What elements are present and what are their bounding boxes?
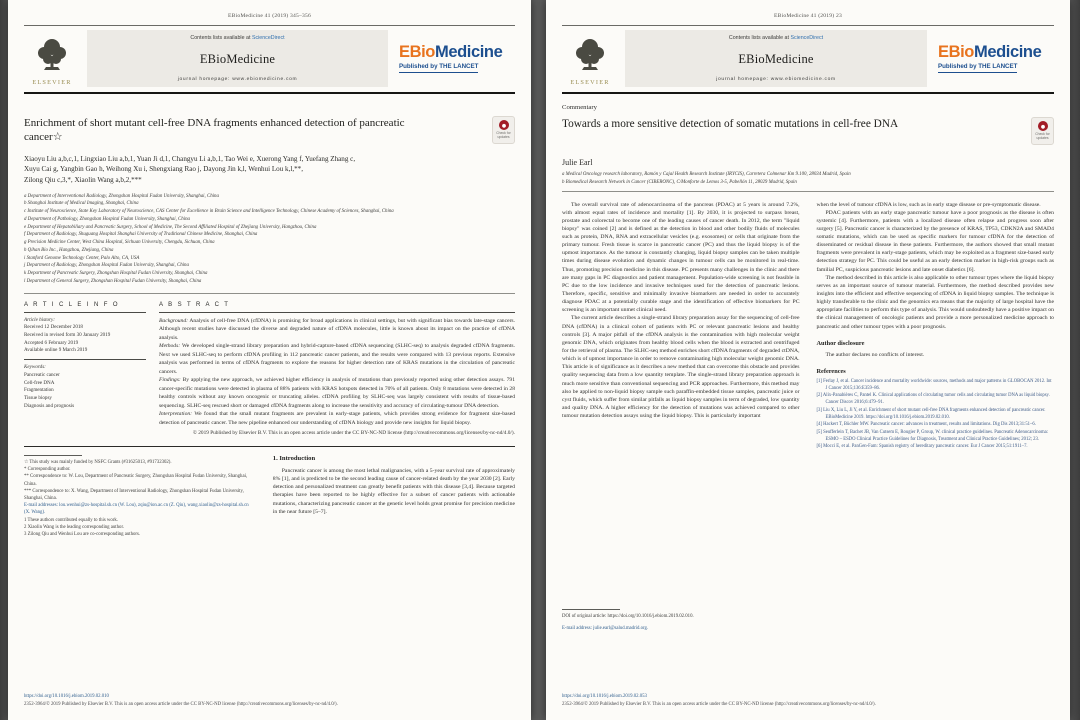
abstract-heading: A B S T R A C T: [159, 301, 230, 308]
author-email-note[interactable]: E-mail address: julie.earl@salud.madrid.org.: [562, 625, 649, 631]
introduction-column: [273, 455, 515, 538]
check-for-updates-icon: [1038, 121, 1048, 131]
affiliation-item: b Shanghai Institute of Medical Imaging, Shanghai, China: [24, 201, 139, 207]
keyword-item: Tissue biopsy: [24, 395, 52, 402]
elsevier-logo: [562, 30, 618, 87]
check-for-updates-badge[interactable]: [1031, 117, 1054, 145]
page-footer: [24, 693, 515, 720]
references-heading: References: [816, 367, 846, 375]
footnote-item: 1 These authors contributed equally to this work.: [24, 517, 118, 523]
abstract-column: [159, 302, 515, 437]
keyword-item: Cell-free DNA: [24, 379, 55, 386]
body-divider-rule: [24, 446, 515, 447]
affiliations-list: [562, 171, 1054, 187]
logo-tagline: Published by THE LANCET: [399, 63, 478, 73]
article-history-label: Article history:: [24, 316, 55, 323]
check-for-updates-label: Check for updates: [496, 130, 511, 139]
journal-info-box: [625, 30, 927, 87]
affiliation-item: d Department of Pathology, Zhongshan Hospital Fudan University, Shanghai, China: [24, 216, 191, 222]
journal-citation: EBioMedicine 41 (2019) 23: [774, 13, 842, 19]
intro-paragraph: Pancreatic cancer is among the most lethal malignancies, with a 5-year survival rate of approximately 8% [1], and is predicted to be the second leading cause of cancer-related death by the year 2030 [2]. Early detection and personalized treatment can greatly benefit patients with this disease [3,4]. Because targeted therapies have been reported to be highly effective for a subset of cancer patients with actionable mutations, characterizing pancreatic cancer at the genetic level holds great promise for precision medicine in the near future [5–7].: [272, 468, 515, 515]
footnote-item: * Corresponding author.: [24, 467, 71, 473]
journal-citation: EBioMedicine 41 (2019) 345–356: [228, 13, 311, 19]
references-list: [817, 379, 1055, 452]
keyword-item: Diagnosis and prognosis: [24, 402, 75, 409]
header-top-rule: [562, 25, 1054, 26]
article-title: Enrichment of short mutant cell-free DNA fragments enhanced detection of pancreatic cancer☆: [24, 117, 405, 144]
footer-license: 2352-3964/© 2019 Published by Elsevier B.V. This is an open access article under the CC BY-NC-ND license (http://creativecommons.org/licenses/by-nc-nd/4.0/).: [24, 701, 338, 707]
homepage-line: journal homepage: www.ebiomedicine.com: [177, 77, 298, 82]
homepage-link[interactable]: www.ebiomedicine.com: [770, 77, 836, 82]
footnotes-column: [24, 455, 255, 538]
header-top-rule: [24, 25, 515, 26]
homepage-line: journal homepage: www.ebiomedicine.com: [716, 77, 836, 82]
author-disclosure-text: The author declares no conflicts of interest.: [825, 351, 925, 358]
body-column-left: [562, 201, 800, 633]
header-rule: [562, 92, 1054, 94]
footnote-email-addresses[interactable]: E-mail addresses: lou.wenhui@zs-hospital.sh.cn (W. Lou), zqiu@ion.ac.cn (Z. Qiu), wang.xiaolin@zs-hospital.sh.cn (X. Wang).: [24, 503, 249, 516]
affiliation-item: k Department of Pancreatic Surgery, Zhongshan Hospital Fudan University, Shanghai, China: [24, 271, 208, 277]
affiliation-item: e Department of Hepatobiliary and Pancreatic Surgery, School of Medicine, The Second Affiliated Hospital of Zhejiang University, Hangzhou, China: [24, 224, 317, 230]
journal-banner: [24, 30, 515, 87]
contents-line: Contents lists available at ScienceDirect: [190, 35, 285, 41]
section-label: Commentary: [562, 104, 597, 111]
footer-doi-link[interactable]: https://doi.org/10.1016/j.ebiom.2019.02.010: [24, 694, 109, 700]
logo-ebio-text: EBio: [399, 42, 435, 61]
elsevier-tree-icon: [574, 37, 606, 78]
logo-ebio-text: EBio: [938, 42, 974, 61]
doi-of-original-note[interactable]: DOI of original article: https://doi.org/10.1016/j.ebiom.2019.02.010.: [562, 614, 694, 620]
body-paragraph: PDAC patients with an early stage pancreatic tumour have a poor prognosis as the disease is often systemic [4]. Furthermore, patients with a localized disease often relapse and progress soon after surgery [5]. Pancreatic cancer is characterized by the presence of KRAS, TP53, CDKN2A and SMAD4 somatic mutations, which can be used as specific markers for tumour cfDNA for the detection of disseminated or residual disease in these patients. Furthermore, the authors showed that small mutant fragments were prevalent in early-stage patients, which may be exploited as a fragment size-based early detection strategy for PC. This could be useful as an early detection marker in high-risk groups such as familial PC, suspicious pancreatic lesions and late onset diabetics [6].: [816, 209, 1054, 273]
logo-medicine-text: Medicine: [973, 42, 1042, 61]
journal-name: EBioMedicine: [199, 51, 276, 66]
authors-line: Zilong Qiu c,3,*, Xiaolin Wang a,b,2,***: [24, 175, 142, 184]
history-item: Received in revised form 30 January 2019: [24, 331, 111, 338]
footer-doi-link[interactable]: https://doi.org/10.1016/j.ebiom.2019.02.053: [562, 694, 647, 700]
affiliations-list: [24, 193, 515, 286]
check-for-updates-label: Check for updates: [1035, 131, 1050, 140]
history-item: Received 12 December 2018: [24, 324, 83, 331]
left-article-page: [8, 0, 531, 720]
ebiomedicine-logo: [934, 30, 1054, 87]
body-paragraph: The current article describes a single-strand library preparation assay for the sequencing of cell-free DNA (cfDNA) in a clinical cohort of patients with PC or relevant pancreatic lesions and healthy controls [3]. A major pitfall of the cfDNA analysis is the contamination with high molecular weight genomic DNA, which originates from healthy blood cells when the blood is extracted and centrifuged for the retrieval of plasma. The SLHC-seq method enriches short cfDNA fragments of degraded ctDNA, which is of upmost importance in order to remove contaminating high molecular weight genomic DNA. This article is of significance as it describes a new method that can overcome this obstacle and provides quality sequencing data from a low quantity template. The single-strand library preparation approach is much more sensitive than conventional sequencing and PCR approaches. Furthermore, this method may also be applied to non-liquid biopsy sample such paraffin-embedded tissue samples, pancreatic juice or cyst fluids, which suffer from similar pitfalls as liquid biopsy samples in term of degraded, low quantity and quality DNA. A higher efficiency for the detection of mutations was achieved compared to other tumour mutation detection assays using the liquid biopsy. This is particularly important: [562, 315, 800, 420]
footnote-item: ☆ This study was mainly funded by NSFC Grants (#31625013, #91732302).: [24, 460, 172, 466]
affiliation-item: j Department of Radiology, Zhongshan Hospital Fudan University, Shanghai, China: [24, 263, 189, 269]
affiliation-item: f Department of Radiology, Shuguang Hospital Shanghai University of Traditional Chinese Medicine, Shanghai, China: [24, 232, 258, 238]
reference-item[interactable]: [1] Ferlay J, et al. Cancer incidence and mortality worldwide: sources, methods and major patterns in GLOBOCAN 2012. Int J Cancer 2015;136:E359–86.: [816, 378, 1052, 391]
reference-item[interactable]: [3] Liu X, Liu L, Ji Y, et al. Enrichment of short mutant cell-free DNA fragments enhanced detection of pancreatic cancer. EBioMedicine 2019. https://doi.org/10.1016/j.ebiom.2019.02.010.: [816, 407, 1046, 420]
article-title: Towards a more sensitive detection of somatic mutations in cell-free DNA: [562, 118, 899, 130]
article-info-column: [24, 302, 146, 437]
history-item: Accepted 6 February 2019: [24, 339, 79, 346]
affiliation-item: c Institute of Neuroscience, State Key Laboratory of Neuroscience, CAS Center for Excellence in Brain Science and Intelligence Technology, Chinese Academy of Sciences, Shanghai, China: [24, 209, 394, 215]
reference-item[interactable]: [2] Alix-Panabières C, Pantel K. Clinical applications of circulating tumor cells and circulating tumor DNA as liquid biopsy. Cancer Discov 2016;6:479–91.: [816, 393, 1050, 406]
body-paragraph: The method described in this article is also applicable to other tumour types where the liquid biopsy serves as an important source of tumour material. Furthermore, the method described provides new insights into the efficient and effective sequencing of cfDNA in liquid biopsy samples. The technique is highly transferable to the clinic and the genomics era means that the majority of large hospital have the appropriate facilities to perform this type of analysis. This would undoubtedly have a positive impact on the clinical management of oncologic patients and provide a more personalized medicine approach to pancreatic and other tumour types with a poor prognosis.: [816, 274, 1054, 330]
journal-info-box: [87, 30, 388, 87]
elsevier-tree-icon: [36, 37, 68, 78]
affiliation-item: i Stanford Genome Technology Center, Palo Alto, CA, USA: [24, 255, 140, 261]
affiliation-item: l Department of General Surgery, Zhongshan Hospital Fudan University, Shanghai, China: [24, 278, 202, 284]
elsevier-wordmark: ELSEVIER: [32, 79, 72, 86]
authors-line: Xuyu Cai g, Yangbin Gao h, Weihong Xu i, Shengxiang Rao j, Dayong Jin k,l, Wenhui Lou k,l,**,: [24, 165, 303, 174]
section-rule: [562, 191, 1054, 192]
affiliation-item: g Precision Medicine Center, West China Hospital, Sichuan University, Chengdu, Sichuan, China: [24, 240, 215, 246]
reference-item[interactable]: [6] Mocci E, et al. PanGen-Fam: Spanish registry of hereditary pancreatic cancer. Eur J Cancer 2015;51:1911–7.: [816, 443, 1028, 449]
reference-item[interactable]: [4] Hackert T, Büchler MW. Pancreatic cancer: advances in treatment, results and limitations. Dig Dis 2013;31:51–6.: [816, 422, 1036, 428]
abstract-section: Interpretation: We found that the small mutant fragments are prevalent in early-stage patients, which provides strong evidence for fragment size-based detection of pancreatic cancer. The new pipeline enhanced our understanding of cfDNA biology and provide new insights for liquid biopsy.: [159, 411, 515, 426]
abstract-copyright: © 2019 Published by Elsevier B.V. This is an open access article under the CC BY-NC-ND license (http://creativecommons.org/licenses/by-nc-nd/4.0/).: [192, 430, 515, 437]
doi-note-block: [562, 595, 800, 632]
footer-license: 2352-3964/© 2019 Published by Elsevier B.V. This is an open access article under the CC BY-NC-ND license (http://creativecommons.org/licenses/by-nc-nd/4.0/).: [562, 701, 876, 707]
contents-line: Contents lists available at ScienceDirect: [728, 35, 824, 41]
reference-item[interactable]: [5] Seufferlein T, Bachet JB, Van Cutsem E, Rougier P, Group, W. clinical practice guidelines. Pancreatic Adenocarcinoma: ESMO – ESDO Clinical Practice Guidelines for Diagnosis, Treatment and Clinical Practice Guidelines; 2012; 23.: [816, 429, 1048, 442]
author-disclosure-heading: Author disclosure: [816, 339, 865, 347]
footnote-rule: [24, 455, 82, 456]
footnote-rule: [562, 609, 620, 610]
abstract-section: Methods: We developed single-strand library preparation and hybrid-capture-based cfDNA sequencing (SLHC-seq) to analysis degraded cfDNA fragments. Next we used SLHC-seq to perform cfDNA profiling in 112 pancreatic cancer patients, and the results were compared with 13 previous reports. Extensive analysis was performed in terms of cfDNA fragments to explore the reasons for higher detection rate of KRAS mutations in the circulation of pancreatic cancers.: [159, 343, 515, 375]
section-rule: [24, 293, 515, 294]
footnote-item: *** Correspondence to: X. Wang, Department of Interventional Radiology, Zhongshan Hospital Fudan University, Shanghai, China.: [24, 488, 244, 501]
right-article-page: [546, 0, 1070, 720]
footnote-item: ** Correspondence to: W. Lou, Department of Pancreatic Surgery, Zhongshan Hospital Fudan University, Shanghai, China.: [24, 474, 248, 487]
journal-banner: [562, 30, 1054, 87]
header-rule: [24, 92, 515, 94]
abstract-section: Background: Analysis of cell-free DNA (cfDNA) is promising for broad applications in clinical settings, but with significant bias towards late-stage cancers. Although recent studies have discussed the diverse and degraded nature of cfDNA molecules, little is known about its impact on the practice of cfDNA analysis.: [159, 317, 516, 341]
article-info-heading: A R T I C L E I N F O: [24, 301, 120, 308]
elsevier-logo: [24, 30, 80, 87]
ebiomedicine-logo: [395, 30, 515, 87]
affiliation-item: a Department of Interventional Radiology, Zhongshan Hospital Fudan University, Shanghai, China: [24, 193, 219, 199]
authors-line: Xiaoyu Liu a,b,c,1, Lingxiao Liu a,b,1, Yuan Ji d,1, Changyu Li a,b,1, Tao Wei e, Xuerong Yang f, Yuefang Zhang c,: [24, 154, 356, 163]
body-column-right: [817, 201, 1055, 633]
elsevier-wordmark: ELSEVIER: [570, 79, 610, 86]
logo-medicine-text: Medicine: [434, 42, 503, 61]
sciencedirect-link[interactable]: ScienceDirect: [251, 35, 285, 41]
footnote-item: 3 Zilong Qiu and Wenhui Lou are co-corresponding authors.: [24, 531, 141, 537]
footnote-item: 2 Xiaolin Wang is the leading corresponding author.: [24, 524, 124, 530]
intro-heading: 1. Introduction: [272, 455, 316, 463]
abstract-section: Findings: By applying the new approach, we achieved higher efficiency in analysis of mutations than previously reported using other detection assays. 791 cancer-specific mutations were detected in plasma of 88% patients with KRAS hotspots detected in 70% of all patients. Only 8 mutations were detected in 28 healthy controls without any known oncogenic or truncating alleles. cfDNA profiling by SLHC-seq was largely consistent with results of tissue-based sequencing. SLHC-seq rescued short or damaged cfDNA fragments along to increase the sensitivity and accuracy of circulating-tumour DNA detection.: [159, 377, 515, 409]
logo-tagline: Published by THE LANCET: [938, 63, 1017, 73]
journal-name: EBioMedicine: [738, 51, 814, 66]
body-paragraph: when the level of tumour cfDNA is low, such as in early stage disease or pre-symptomatic disease.: [816, 201, 1041, 208]
affiliation-item: b Biomedical Research Network in Cancer (CIBERONC), C/Monforte de Lemos 3-5, Pabellón 11, 28029 Madrid, Spain: [562, 179, 797, 185]
check-for-updates-badge[interactable]: [492, 116, 515, 144]
author-name: Julie Earl: [562, 158, 593, 167]
check-for-updates-icon: [499, 120, 509, 130]
affiliation-item: a Medical Oncology research laboratory, Ramón y Cajal Health Research Institute (IRYCIS), Carretera Colmenar Km 9.100, 28034 Madrid, Spain: [562, 172, 851, 177]
authors-block: [24, 154, 515, 186]
body-paragraph: The overall survival rate of adenocarcinoma of the pancreas (PDAC) at 5 years is around 7.2%, with almost equal rates of incidence and mortality [1]. By 2030, it is projected to surpass breast, prostate and colorectal to become one of the leading causes of cancer death. In 2012, the term "liquid biopsy" was coined [2] and is defined as the detection in blood and other bodily fluids of molecules such as protein, DNA, RNA and extracellular vesicles (e.g. exosomes) or cells that originate from the primary tumour. Fresh tissue is scarce in pancreatic cancer (PC) and thus the liquid biopsy is of the upmost importance. As the tumour is constantly changing, liquid biopsy samples can be taken multiple times during disease evolution and dynamic changes in tumour cells can be monitored in real-time. Thus, promoting precision medicine in this disease. PC presents many challenges in the clinic and there are many gaps in PC diagnostics and patient management. Population-wide screening is not feasible in PC due to the low incidence and invasive techniques used for the detection of pancreatic lesions. Therefore, specific, sensitive and minimally invasive biomarkers are needed in order to accurately diagnose PDAC at a potentially curable stage and the identification of effective biomarkers for PC screening is an important unmet clinical need.: [562, 201, 800, 314]
keyword-item: Pancreatic cancer: [24, 371, 60, 378]
sciencedirect-link[interactable]: ScienceDirect: [790, 35, 824, 41]
page-footer: [562, 693, 1054, 720]
affiliation-item: h Qihan Bio Inc., Hangzhou, Zhejiang, China: [24, 247, 114, 253]
keywords-label: Keywords:: [24, 364, 46, 371]
history-item: Available online 9 March 2019: [24, 347, 88, 354]
homepage-link[interactable]: www.ebiomedicine.com: [232, 77, 298, 82]
keyword-item: Fragmentation: [24, 387, 54, 394]
